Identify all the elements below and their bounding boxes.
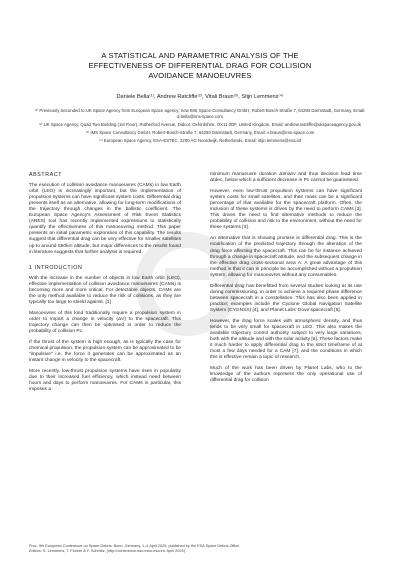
paper-title xyxy=(40,51,360,81)
footer-line: Proc. 9th European Conference on Space Debris, Bonn, Germany, 1–4 April 2025, published by the ESA Space Debris Office xyxy=(29,544,240,548)
page-footer xyxy=(29,544,369,554)
introduction-heading: 1 INTRODUCTION xyxy=(29,264,83,271)
body-paragraph: Manoeuvres of this kind traditionally require a propulsion system in order to impart a change in velocity (ΔV) to the spacecraft. This trajectory change can then be optimised in order to reduce the probability of collision Pc. xyxy=(29,310,181,335)
right-column xyxy=(210,172,362,389)
affiliation: ⁽³⁾ IMS Space Consultancy GmbH, Robert-Bosch-Straße 7, 64293 Darmstadt, Germany, Email: v.braun@ims-space.com xyxy=(85,130,315,135)
title-line: A STATISTICAL AND PARAMETRIC ANALYSIS OF THE xyxy=(101,51,299,60)
body-paragraph: minimum manoeuvre duration Δtmanv and thus decision lead time Δtdec, below which a sufficient decrease in Pc cannot be guaranteed. xyxy=(210,172,362,184)
abstract-text: The execution of collision avoidance manoeuvres (CAMs) in low Earth orbit (LEO) is increasingly important, but the implementation of propulsion systems can have significant system costs. Differential drag presents itself as an alternative, allowing for long-term modifications of the trajectory through changes in the ballistic coefficient. The European Space Agency's Assessment of Risk Event Statistics (ARES) tool has recently implemented expressions to statistically quantify the effectiveness of this manoeuvring method. This paper presents an initial parametric exploration of this capability. The results suggest that differential drag can be very effective for smaller satellites up to around 550km altitude, but major differences to the results found in literature suggests that further analysis is required. xyxy=(29,183,181,255)
title-line: EFFECTIVENESS OF DIFFERENTIAL DRAG FOR COLLISION xyxy=(88,61,312,70)
affiliation: ⁽⁴⁾ European Space Agency, ESA-ESTEC, 2200 AG Noordwijk, Netherlands, Email: stijn.lemmens@esa.int xyxy=(98,138,302,143)
body-paragraph: Much of the work has been driven by Planet Labs, who to the knowledge of the authors represent the only operational use of differential drag for collision xyxy=(210,366,362,384)
body-paragraph: With the increase in the number of objects in low Earth orbit (LEO), effective implementation of collision avoidance manoeuvres (CAMs) is becoming more and more critical. For detectable objects, CAMs are the only method available to reduce the risk of collisions, as they are typically too large to shield against. [1] xyxy=(29,275,181,305)
affiliation: ⁽²⁾ UK Space Agency, Quad Two Building (1st Floor), Rutherford Avenue, Didcot, Oxfordshire, OX11 0DF, United Kingdom, Email: andrew.ratcliffe@ukspaceagency.gov.uk xyxy=(38,122,362,127)
body-paragraph: More recently, low-thrust propulsion systems have risen in popularity due to their increased fuel efficiency, which instead need between hours and days to perform manoeuvres. For CAMs in particular, this imposes a xyxy=(29,369,181,393)
body-paragraph: Differential drag has benefitted from several studies looking at its use during commissioning, in order to achieve a required phase difference between spacecraft in a constellation. This has also been applied in practice; examples include the Cyclone Global Navigation Satellite System (CYGNSS) [4], and Planet Labs' Dove spacecraft [5]. xyxy=(210,283,362,313)
author-list: Daniele Bella⁽¹⁾, Andrew Ratcliffe⁽²⁾, Vitali Braun⁽³⁾, Stijn Lemmens⁽⁴⁾ xyxy=(116,94,284,100)
abstract-heading: ABSTRACT xyxy=(29,172,63,178)
body-paragraph: If the thrust of the system is high enough, as is typically the case for chemical propulsion, the propulsion system can be approximated to be "impulsive" i.e. the force it generates can be approximated as an instant change in velocity to the spacecraft. xyxy=(29,340,181,364)
title-line: AVOIDANCE MANOEUVRES xyxy=(148,71,252,80)
body-paragraph: However, even low-thrust propulsion systems can have significant system costs for small satellites, and their mass can be a significant percentage of that available for the spacecraft platform. Often, the inclusion of these systems is driven by the need to perform CAMs [2]. This drives the need to find alternative methods to reduce the probability of collision and risk to the environment, without the need for these systems [3]. xyxy=(210,189,362,231)
left-column xyxy=(29,172,181,398)
body-paragraph: However, the drag force scales with atmospheric density, and thus tends to be very small for spacecraft in LEO. This also makes the available trajectory control authority subject to very large variations, both with the altitude and with the solar activity [6]. These factors make it much harder to apply differential drag to the strict timeframe of at most a few days needed for a CAM [7], and the conditions in which this is effective remain a topic of research. xyxy=(210,318,362,361)
affiliation: ⁽¹⁾ Previously Seconded to UK Space Agency from European Space agency; now IMS Space Consultancy GmbH, Robert-Bosch-Straße 7, 64293 Darmstadt, Germany, Email: d.bella@ims-space.com xyxy=(34,108,366,119)
footer-line: Editors: S. Lemmens, T. Flohrer & F. Schmitz, (http://conference.sdo.esoc.esa.int, April 2025) xyxy=(29,549,185,553)
body-paragraph: An alternative that is showing promise is differential drag. This is the modification of the predicted trajectory through the alteration of the drag force affecting the spacecraft. This can be for instance achieved through a change in spacecraft attitude, and the subsequent change in the effective drag cross-sectional area A. A great advantage of this method is that it can in principle be accomplished without a propulsion system, allowing for manoeuvres without any consumables. xyxy=(210,236,362,278)
affiliations xyxy=(30,108,370,146)
